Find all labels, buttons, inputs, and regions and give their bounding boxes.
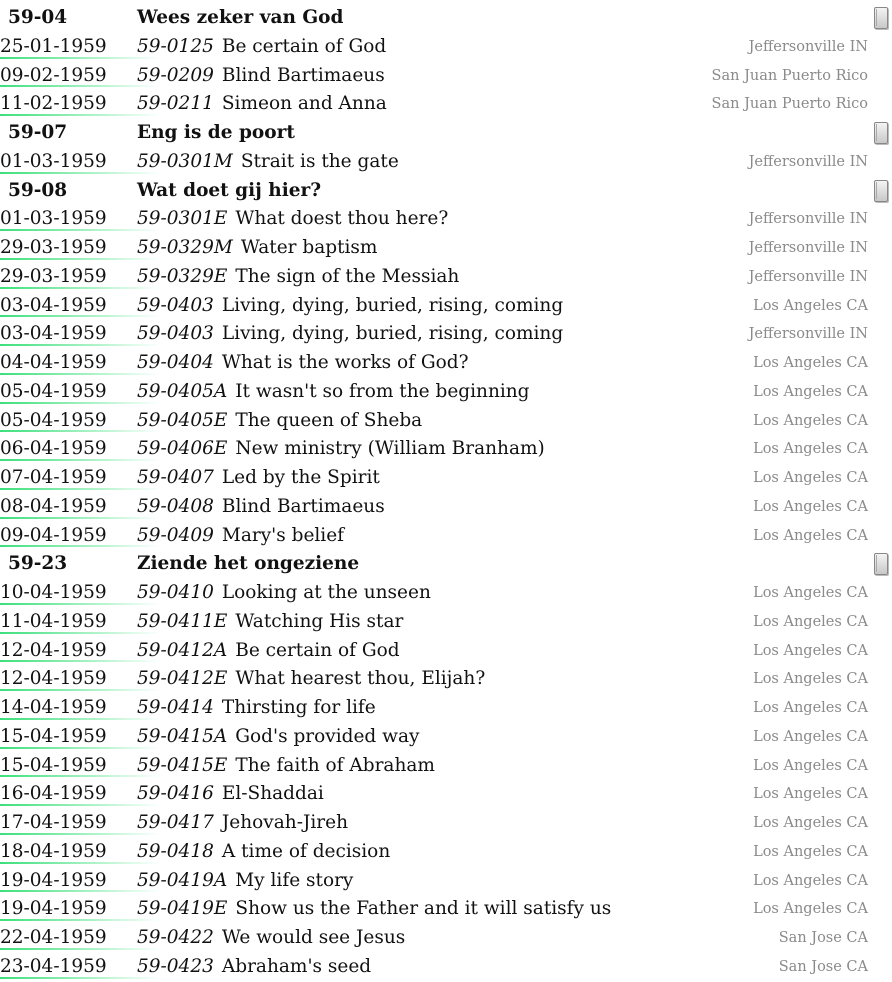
sermon-id: 59-0414 xyxy=(137,697,214,718)
sermon-place: Jeffersonville IN xyxy=(748,153,868,170)
sermon-place: Los Angeles CA xyxy=(753,757,868,774)
sermon-id: 59-0408 xyxy=(137,495,214,517)
sermon-place: San Jose CA xyxy=(778,958,868,975)
sermon-date: 11-02-1959 xyxy=(0,93,107,115)
sermon-row[interactable] xyxy=(0,579,892,608)
sermon-title[interactable]: Watching His star xyxy=(235,610,404,632)
sermon-row[interactable] xyxy=(0,205,892,234)
sermon-row[interactable] xyxy=(0,378,892,407)
group-title: Ziende het ongeziene xyxy=(137,553,360,575)
sermon-row[interactable] xyxy=(0,33,892,62)
sermon-place: Los Angeles CA xyxy=(753,671,868,688)
sermon-id: 59-0403 xyxy=(137,294,214,316)
sermon-id: 59-0301E xyxy=(137,208,228,230)
sermon-place: Los Angeles CA xyxy=(753,498,868,515)
sermon-place: Los Angeles CA xyxy=(753,412,868,429)
sermon-title[interactable]: My life story xyxy=(235,869,354,891)
sermon-row[interactable] xyxy=(0,234,892,263)
sermon-place: San Juan Puerto Rico xyxy=(711,67,868,84)
sermon-date: 12-04-1959 xyxy=(0,668,107,690)
sermon-date: 15-04-1959 xyxy=(0,725,107,747)
sermon-place: Jeffersonville IN xyxy=(748,211,868,228)
sermon-title[interactable]: A time of decision xyxy=(221,840,391,862)
sermon-id: 59-0407 xyxy=(137,467,214,488)
sermon-title[interactable]: It wasn't so from the beginning xyxy=(235,380,530,402)
sermon-place: Los Angeles CA xyxy=(753,585,868,601)
book-icon[interactable] xyxy=(874,7,888,29)
sermon-row[interactable] xyxy=(0,148,892,177)
sermon-place: Los Angeles CA xyxy=(753,843,868,860)
sermon-row[interactable] xyxy=(0,665,892,694)
group-title: Wat doet gij hier? xyxy=(137,179,322,201)
sermon-id: 59-0410 xyxy=(137,582,214,603)
sermon-place: Los Angeles CA xyxy=(753,527,868,544)
sermon-date: 23-04-1959 xyxy=(0,955,107,977)
group-title: Eng is de poort xyxy=(137,122,295,143)
sermon-id: 59-0423 xyxy=(137,955,214,977)
sermon-row[interactable] xyxy=(0,435,892,464)
sermon-title[interactable]: Blind Bartimaeus xyxy=(221,64,385,86)
sermon-date: 04-04-1959 xyxy=(0,352,107,373)
sermon-row[interactable] xyxy=(0,464,892,493)
sermon-place: Los Angeles CA xyxy=(753,872,868,889)
sermon-row[interactable] xyxy=(0,407,892,436)
sermon-id: 59-0418 xyxy=(137,840,214,862)
sermon-place: Jeffersonville IN xyxy=(748,268,868,285)
sermon-date: 09-02-1959 xyxy=(0,64,107,86)
sermon-title[interactable]: El-Shaddai xyxy=(221,783,324,805)
sermon-title[interactable]: God's provided way xyxy=(235,725,420,747)
sermon-title[interactable]: Living, dying, buried, rising, coming xyxy=(221,294,564,316)
sermon-title[interactable]: New ministry (William Branham) xyxy=(235,438,545,460)
sermon-place: Jeffersonville IN xyxy=(748,38,868,55)
group-header xyxy=(0,550,892,579)
sermon-title[interactable]: Led by the Spirit xyxy=(221,467,380,488)
sermon-row[interactable] xyxy=(0,493,892,522)
group-code: 59-07 xyxy=(8,122,68,143)
sermon-place: San Jose CA xyxy=(778,930,868,946)
sermon-date: 22-04-1959 xyxy=(0,927,107,948)
sermon-place: Jeffersonville IN xyxy=(748,240,868,256)
sermon-date: 01-03-1959 xyxy=(0,150,107,172)
sermon-title[interactable]: Simeon and Anna xyxy=(221,93,387,115)
sermon-id: 59-0211 xyxy=(137,93,214,115)
sermon-title[interactable]: Blind Bartimaeus xyxy=(221,495,385,517)
sermon-id: 59-0409 xyxy=(137,524,214,546)
book-icon[interactable] xyxy=(874,553,888,575)
sermon-date: 12-04-1959 xyxy=(0,639,107,661)
sermon-id: 59-0412A xyxy=(137,639,228,661)
sermon-place: Los Angeles CA xyxy=(753,815,868,831)
sermon-title[interactable]: Thirsting for life xyxy=(221,697,376,718)
sermon-row[interactable] xyxy=(0,953,892,982)
sermon-title[interactable]: Jehovah-Jireh xyxy=(221,812,348,833)
sermon-date: 01-03-1959 xyxy=(0,208,107,230)
sermon-title[interactable]: Living, dying, buried, rising, coming xyxy=(221,323,564,345)
sermon-place: Los Angeles CA xyxy=(753,700,868,716)
sermon-id: 59-0329M xyxy=(137,237,233,258)
sermon-date: 29-03-1959 xyxy=(0,237,107,258)
sermon-row[interactable] xyxy=(0,694,892,723)
group-header xyxy=(0,119,892,148)
sermon-row[interactable] xyxy=(0,62,892,91)
sermon-row[interactable] xyxy=(0,90,892,119)
sermon-row[interactable] xyxy=(0,895,892,924)
sermon-title[interactable]: Water baptism xyxy=(240,237,378,258)
sermon-place: Los Angeles CA xyxy=(753,355,868,371)
sermon-date: 08-04-1959 xyxy=(0,495,107,517)
sermon-id: 59-0415E xyxy=(137,754,228,776)
group-code: 59-04 xyxy=(8,7,68,28)
sermon-date: 03-04-1959 xyxy=(0,323,107,345)
sermon-id: 59-0417 xyxy=(137,812,214,833)
sermon-place: Los Angeles CA xyxy=(753,642,868,659)
sermon-title[interactable]: What doest thou here? xyxy=(235,208,449,230)
sermon-row[interactable] xyxy=(0,349,892,378)
sermon-date: 11-04-1959 xyxy=(0,610,107,632)
book-icon[interactable] xyxy=(874,180,888,202)
sermon-title[interactable]: What is the works of God? xyxy=(221,352,469,373)
sermon-date: 18-04-1959 xyxy=(0,840,107,862)
sermon-place: Los Angeles CA xyxy=(753,728,868,745)
sermon-id: 59-0405E xyxy=(137,409,228,431)
sermon-place: Los Angeles CA xyxy=(753,297,868,314)
sermon-date: 09-04-1959 xyxy=(0,524,107,546)
sermon-date: 16-04-1959 xyxy=(0,783,107,805)
sermon-place: San Juan Puerto Rico xyxy=(711,96,868,113)
group-code: 59-08 xyxy=(8,179,68,201)
sermon-row[interactable] xyxy=(0,809,892,838)
sermon-title[interactable]: Abraham's seed xyxy=(221,955,372,977)
sermon-row[interactable] xyxy=(0,292,892,321)
sermon-row[interactable] xyxy=(0,522,892,551)
sermon-id: 59-0419E xyxy=(137,898,228,920)
sermon-id: 59-0403 xyxy=(137,323,214,345)
sermon-place: Los Angeles CA xyxy=(753,470,868,486)
sermon-title[interactable]: The sign of the Messiah xyxy=(235,265,460,287)
sermon-id: 59-0404 xyxy=(137,352,214,373)
sermon-row[interactable] xyxy=(0,608,892,637)
sermon-id: 59-0329E xyxy=(137,265,228,287)
sermon-date: 03-04-1959 xyxy=(0,294,107,316)
sermon-title[interactable]: Be certain of God xyxy=(221,35,387,57)
sermon-id: 59-0301M xyxy=(137,150,233,172)
sermon-row[interactable] xyxy=(0,780,892,809)
sermon-title[interactable]: Mary's belief xyxy=(221,524,345,546)
sermon-id: 59-0411E xyxy=(137,610,228,632)
sermon-date: 14-04-1959 xyxy=(0,697,107,718)
sermon-id: 59-0422 xyxy=(137,927,214,948)
sermon-row[interactable] xyxy=(0,867,892,896)
sermon-place: Los Angeles CA xyxy=(753,383,868,400)
group-header xyxy=(0,4,892,33)
sermon-id: 59-0412E xyxy=(137,668,228,690)
sermon-title[interactable]: Show us the Father and it will satisfy us xyxy=(235,898,612,920)
sermon-row[interactable] xyxy=(0,723,892,752)
sermon-title[interactable]: We would see Jesus xyxy=(221,927,406,948)
sermon-title[interactable]: The faith of Abraham xyxy=(235,754,435,776)
sermon-place: Jeffersonville IN xyxy=(748,326,868,343)
group-header xyxy=(0,177,892,206)
sermon-date: 06-04-1959 xyxy=(0,438,107,460)
sermon-title[interactable]: Looking at the unseen xyxy=(221,582,431,603)
sermon-date: 15-04-1959 xyxy=(0,754,107,776)
sermon-date: 19-04-1959 xyxy=(0,898,107,920)
sermon-place: Los Angeles CA xyxy=(753,786,868,803)
sermon-row[interactable] xyxy=(0,263,892,292)
sermon-id: 59-0416 xyxy=(137,783,214,805)
sermon-title[interactable]: The queen of Sheba xyxy=(235,409,423,431)
sermon-date: 10-04-1959 xyxy=(0,582,107,603)
sermon-date: 19-04-1959 xyxy=(0,869,107,891)
sermon-date: 25-01-1959 xyxy=(0,35,107,57)
sermon-title[interactable]: Strait is the gate xyxy=(240,150,399,172)
sermon-title[interactable]: What hearest thou, Elijah? xyxy=(235,668,486,690)
group-title: Wees zeker van God xyxy=(137,7,344,28)
sermon-row[interactable] xyxy=(0,838,892,867)
sermon-id: 59-0125 xyxy=(137,35,214,57)
sermon-place: Los Angeles CA xyxy=(753,613,868,630)
sermon-date: 17-04-1959 xyxy=(0,812,107,833)
sermon-id: 59-0415A xyxy=(137,725,228,747)
sermon-place: Los Angeles CA xyxy=(753,901,868,918)
sermon-row[interactable] xyxy=(0,752,892,781)
sermon-date: 29-03-1959 xyxy=(0,265,107,287)
sermon-row[interactable] xyxy=(0,924,892,953)
sermon-date: 05-04-1959 xyxy=(0,380,107,402)
sermon-date: 07-04-1959 xyxy=(0,467,107,488)
sermon-id: 59-0209 xyxy=(137,64,214,86)
sermon-date: 05-04-1959 xyxy=(0,409,107,431)
sermon-id: 59-0406E xyxy=(137,438,228,460)
sermon-place: Los Angeles CA xyxy=(753,441,868,458)
book-icon[interactable] xyxy=(874,122,888,144)
sermon-id: 59-0419A xyxy=(137,869,228,891)
sermon-row[interactable] xyxy=(0,320,892,349)
sermon-title[interactable]: Be certain of God xyxy=(235,639,400,661)
sermon-id: 59-0405A xyxy=(137,380,228,402)
sermon-row[interactable] xyxy=(0,637,892,666)
group-code: 59-23 xyxy=(8,553,68,575)
